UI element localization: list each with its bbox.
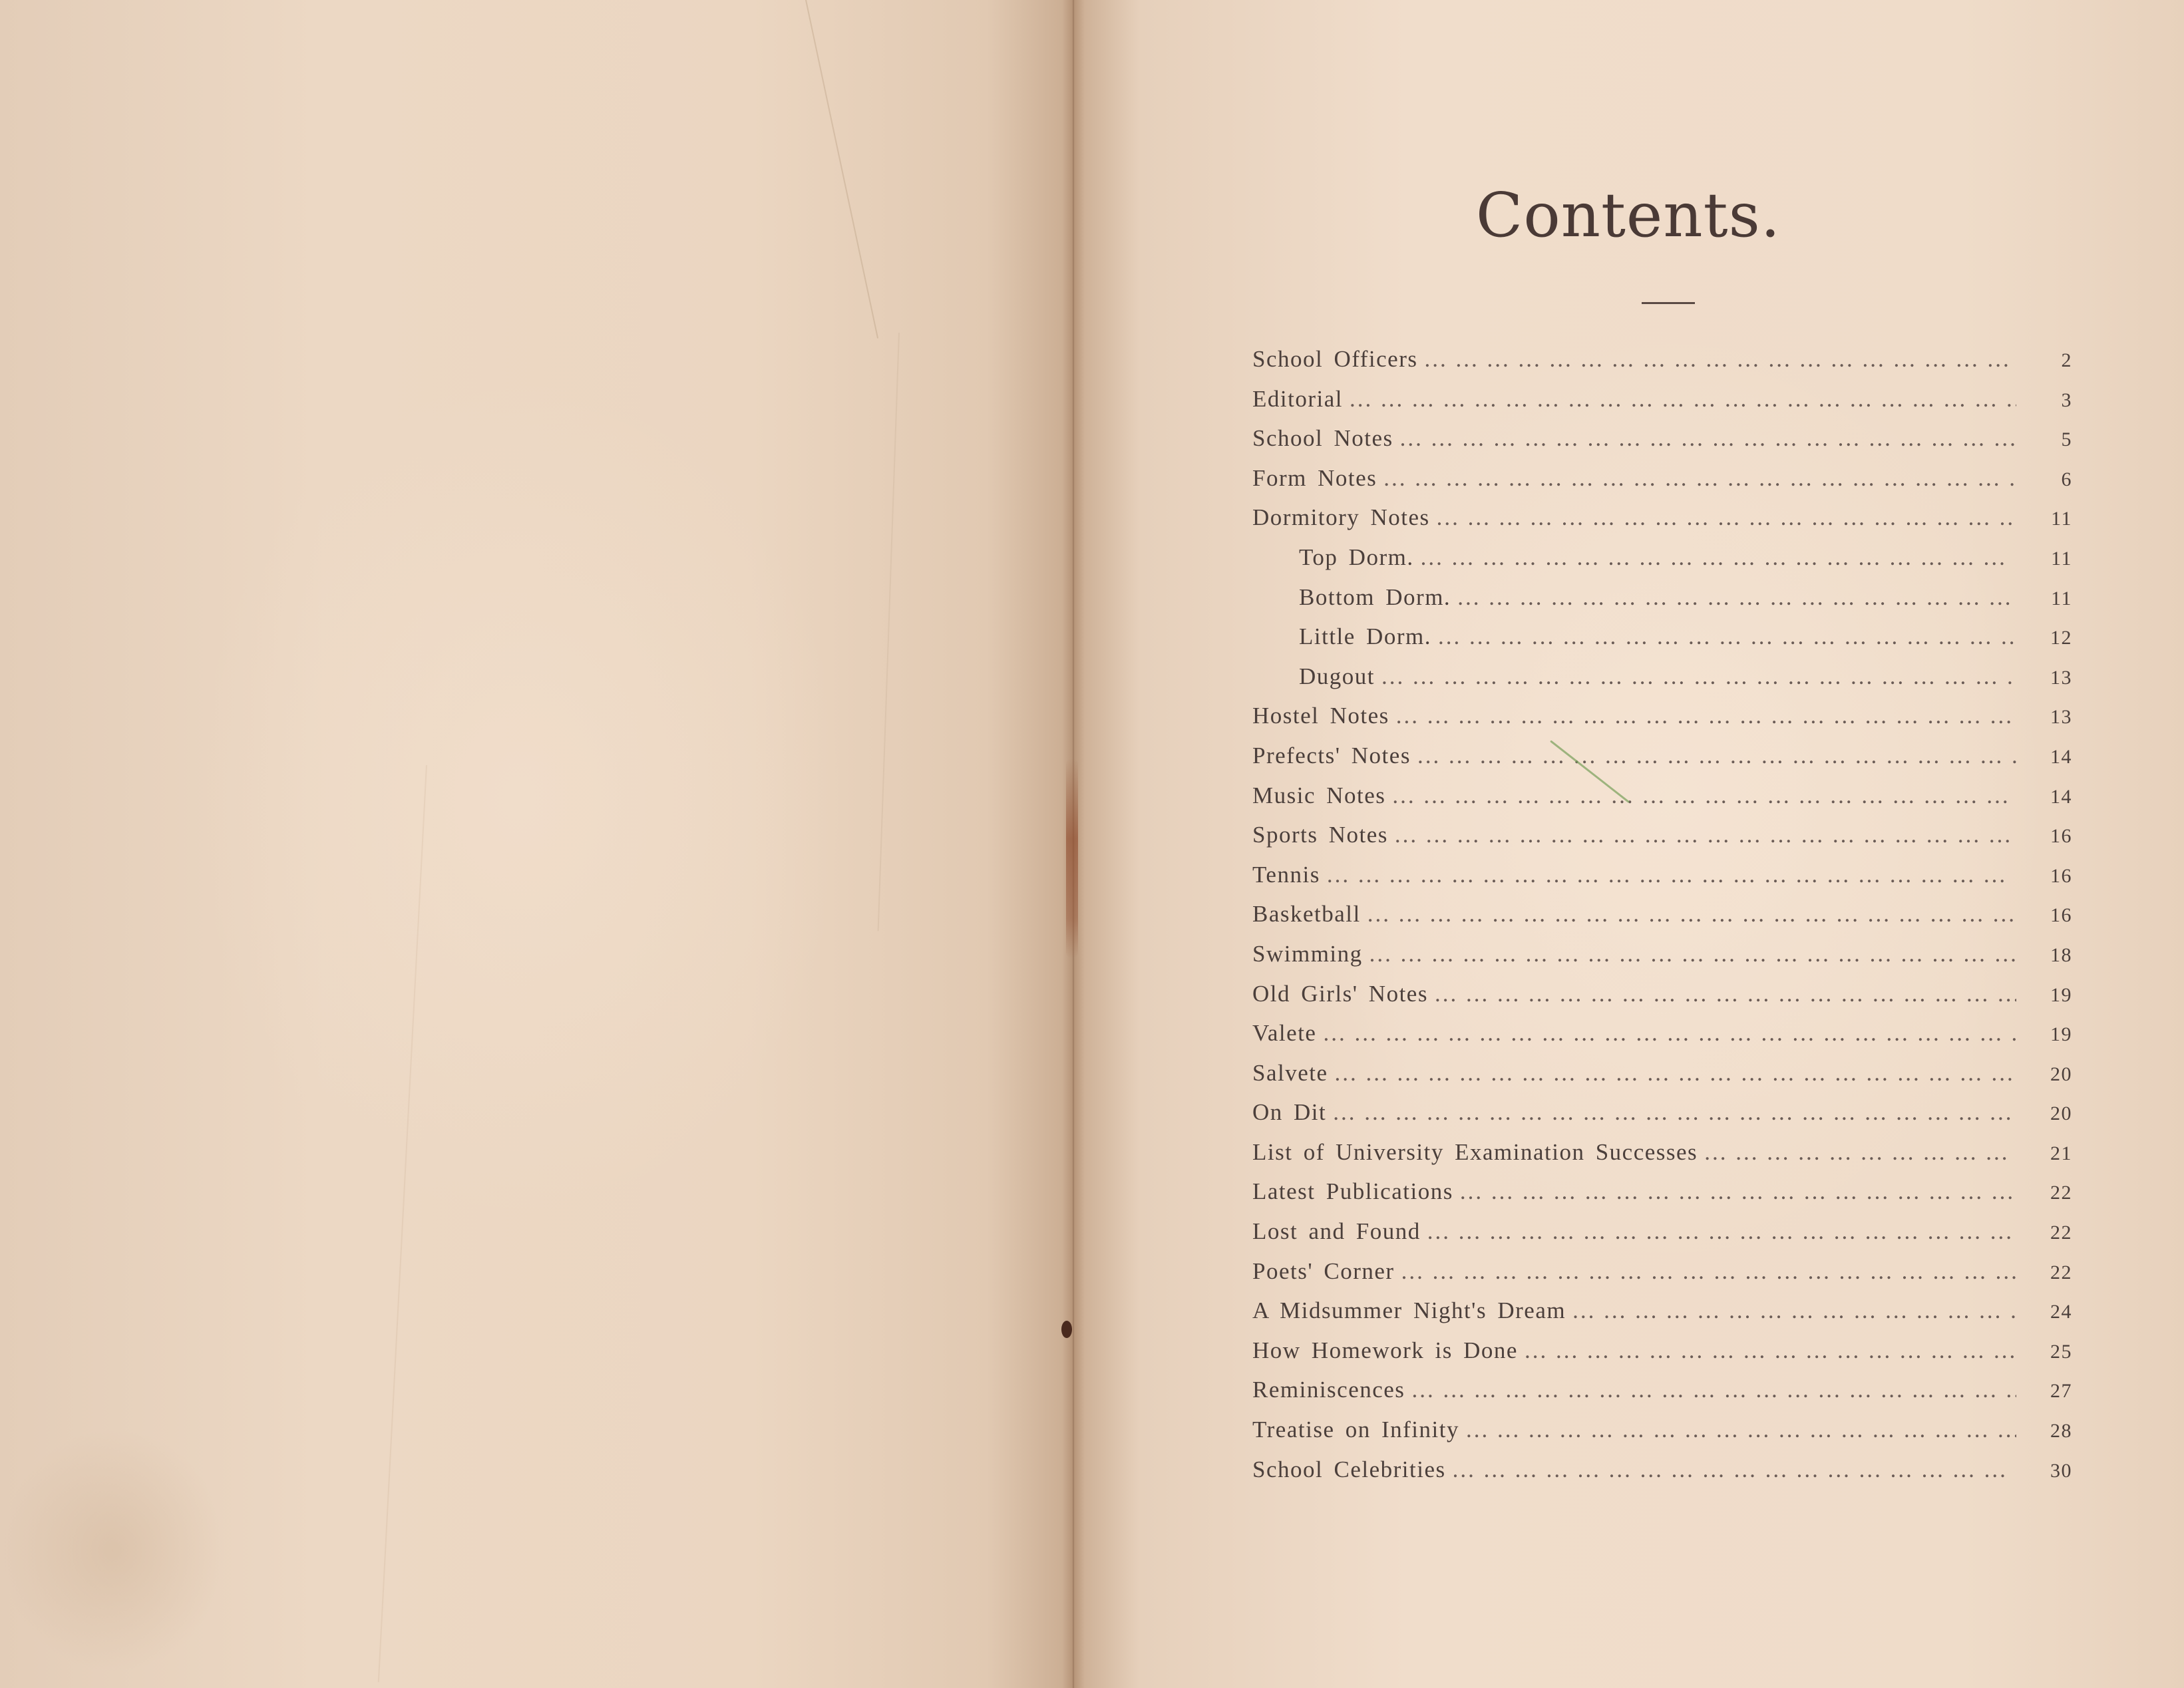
paper-crease	[805, 0, 878, 339]
toc-entry-title: Music Notes	[1252, 782, 1386, 808]
toc-entry	[1252, 743, 2072, 782]
toc-page-number: 5	[2061, 428, 2072, 451]
toc-entry-title: School Celebrities	[1252, 1456, 1446, 1482]
toc-page-number: 28	[2050, 1420, 2072, 1442]
dot-leader	[1457, 584, 2016, 611]
table-of-contents	[1252, 346, 2072, 1496]
toc-entry	[1252, 862, 2072, 902]
dot-leader	[1392, 782, 2016, 809]
toc-entry	[1252, 1060, 2072, 1100]
toc-entry-title: Lost and Found	[1252, 1218, 1421, 1245]
toc-entry-title: Latest Publications	[1252, 1178, 1453, 1205]
toc-entry	[1252, 782, 2072, 822]
toc-entry-title: Dormitory Notes	[1252, 504, 1430, 531]
toc-entry	[1252, 981, 2072, 1021]
toc-page-number: 22	[2050, 1182, 2072, 1204]
toc-entry	[1252, 1337, 2072, 1377]
toc-entry-title: Little Dorm.	[1299, 623, 1431, 650]
toc-page-number: 12	[2050, 627, 2072, 649]
toc-entry-title: Form Notes	[1252, 464, 1377, 491]
dot-leader	[1572, 1297, 2016, 1324]
toc-entry-title: Dugout	[1299, 663, 1375, 689]
toc-entry	[1252, 623, 2072, 663]
toc-page-number: 13	[2050, 706, 2072, 729]
toc-entry-title: Tennis	[1252, 861, 1320, 888]
toc-page-number: 20	[2050, 1102, 2072, 1125]
toc-entry	[1252, 941, 2072, 981]
toc-page-number: 22	[2050, 1222, 2072, 1244]
dot-leader	[1367, 901, 2016, 928]
toc-entry-title: Bottom Dorm.	[1299, 584, 1451, 610]
toc-page-number: 14	[2050, 745, 2072, 768]
toc-entry	[1252, 1297, 2072, 1337]
dot-leader	[1400, 425, 2016, 452]
toc-entry	[1252, 822, 2072, 862]
toc-page-number: 11	[2051, 587, 2072, 609]
toc-entry-title: Basketball	[1252, 901, 1361, 928]
toc-entry	[1252, 1020, 2072, 1060]
toc-entry-title: Old Girls' Notes	[1252, 980, 1428, 1007]
dot-leader	[1438, 623, 2016, 650]
toc-page-number: 16	[2050, 904, 2072, 927]
dot-leader	[1704, 1139, 2016, 1166]
binding-stain	[1066, 759, 1078, 958]
dot-leader	[1466, 1417, 2016, 1443]
toc-entry-title: On Dit	[1252, 1099, 1327, 1126]
toc-entry	[1252, 1258, 2072, 1298]
dot-leader	[1335, 1060, 2016, 1087]
toc-entry	[1252, 544, 2072, 584]
toc-page-number: 19	[2050, 1023, 2072, 1046]
toc-entry	[1252, 504, 2072, 544]
toc-entry	[1252, 1178, 2072, 1218]
paper-crease	[878, 333, 900, 931]
dot-leader	[1369, 941, 2016, 967]
toc-page-number: 3	[2061, 389, 2072, 411]
toc-page-number: 2	[2061, 349, 2072, 371]
toc-entry-title: Prefects' Notes	[1252, 742, 1411, 768]
toc-page-number: 11	[2051, 547, 2072, 570]
toc-entry-title: School Notes	[1252, 425, 1393, 452]
toc-page-number: 21	[2050, 1142, 2072, 1164]
toc-page-number: 19	[2050, 983, 2072, 1006]
toc-page-number: 18	[2050, 943, 2072, 966]
dot-leader	[1460, 1178, 2016, 1205]
toc-page-number: 6	[2061, 468, 2072, 490]
toc-entry	[1252, 386, 2072, 426]
dot-leader	[1525, 1337, 2016, 1364]
toc-page-number: 16	[2050, 864, 2072, 887]
toc-entry-title: Treatise on Infinity	[1252, 1417, 1459, 1443]
toc-entry	[1252, 346, 2072, 386]
toc-entry-title: Salvete	[1252, 1059, 1328, 1086]
toc-page-number: 24	[2050, 1301, 2072, 1323]
dot-leader	[1421, 544, 2016, 571]
toc-page-number: 14	[2050, 785, 2072, 808]
toc-entry	[1252, 663, 2072, 703]
toc-page-number: 13	[2050, 666, 2072, 689]
toc-page-number: 11	[2051, 508, 2072, 530]
toc-entry-title: Sports Notes	[1252, 822, 1388, 848]
toc-entry	[1252, 901, 2072, 941]
toc-entry	[1252, 425, 2072, 465]
toc-entry-title: List of University Examination Successes	[1252, 1138, 1698, 1165]
toc-entry	[1252, 584, 2072, 624]
toc-entry	[1252, 465, 2072, 505]
toc-entry-title: A Midsummer Night's Dream	[1252, 1297, 1566, 1324]
toc-entry	[1252, 1456, 2072, 1496]
contents-page	[1073, 0, 2184, 1688]
dot-leader	[1417, 743, 2016, 769]
dot-leader	[1395, 822, 2016, 848]
toc-entry-title: Hostel Notes	[1252, 703, 1389, 729]
toc-page-number: 25	[2050, 1340, 2072, 1363]
toc-page-number: 16	[2050, 825, 2072, 848]
staple-hole	[1061, 1321, 1072, 1338]
dot-leader	[1401, 1258, 2016, 1285]
toc-entry	[1252, 1218, 2072, 1258]
toc-page-number: 27	[2050, 1380, 2072, 1403]
left-blank-page	[0, 0, 1073, 1688]
toc-page-number: 30	[2050, 1459, 2072, 1482]
dot-leader	[1327, 862, 2016, 888]
toc-entry-title: Swimming	[1252, 940, 1363, 967]
dot-leader	[1435, 981, 2016, 1007]
toc-entry-title: School Officers	[1252, 346, 1418, 372]
toc-entry-title: Valete	[1252, 1020, 1317, 1047]
dot-leader	[1411, 1377, 2016, 1403]
dot-leader	[1437, 504, 2016, 531]
dot-leader	[1381, 663, 2016, 690]
toc-entry	[1252, 1417, 2072, 1456]
title-divider	[1642, 302, 1695, 304]
dot-leader	[1427, 1218, 2016, 1245]
dot-leader	[1323, 1020, 2016, 1047]
toc-entry-title: Editorial	[1252, 385, 1343, 412]
toc-entry	[1252, 1099, 2072, 1139]
toc-entry-title: Reminiscences	[1252, 1377, 1405, 1403]
paper-crease	[378, 765, 427, 1682]
dot-leader	[1453, 1456, 2016, 1483]
dot-leader	[1383, 465, 2016, 492]
toc-entry	[1252, 1377, 2072, 1417]
toc-entry-title: Top Dorm.	[1299, 544, 1414, 570]
dot-leader	[1396, 703, 2016, 729]
toc-entry	[1252, 1139, 2072, 1179]
toc-page-number: 20	[2050, 1063, 2072, 1085]
toc-entry-title: How Homework is Done	[1252, 1337, 1518, 1363]
dot-leader	[1350, 386, 2016, 413]
toc-entry-title: Poets' Corner	[1252, 1258, 1395, 1284]
toc-entry	[1252, 703, 2072, 743]
toc-page-number: 22	[2050, 1261, 2072, 1283]
page-title: Contents.	[1475, 180, 1781, 251]
dot-leader	[1425, 346, 2017, 373]
dot-leader	[1333, 1099, 2016, 1126]
